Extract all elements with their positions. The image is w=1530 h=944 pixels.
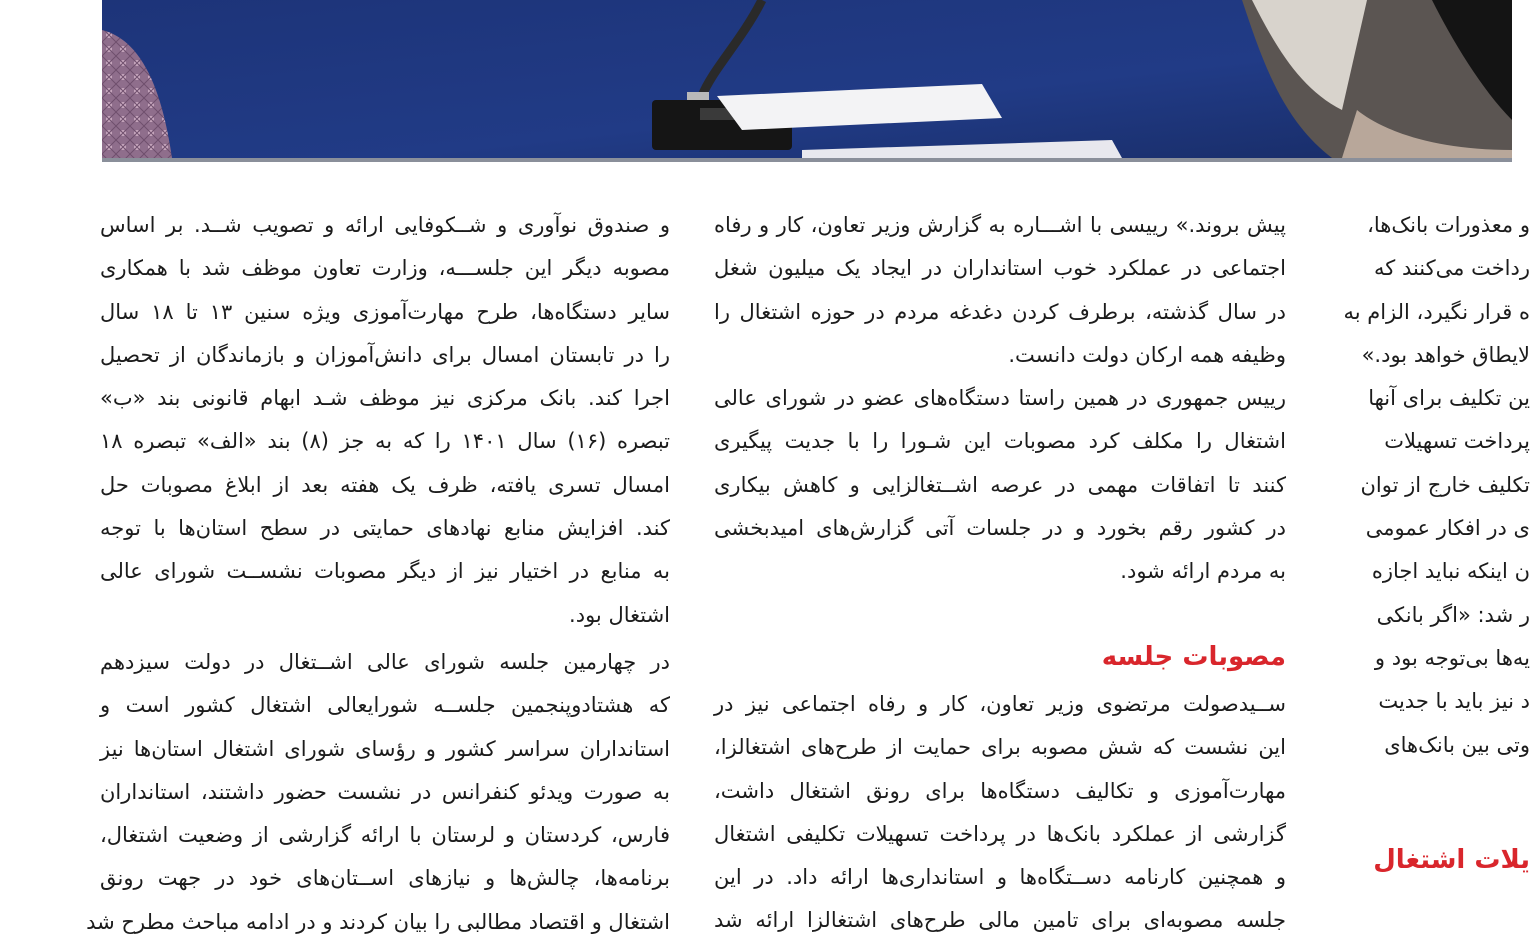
text-line: ین تکلیف برای آنها (1368, 386, 1530, 411)
text-line: را در تابستان امسال برای دانش‌آموزان و بازماندگان از تحصیل (100, 342, 670, 367)
paragraph (714, 204, 1286, 377)
text-line: و معذورات بانک‌ها، (1367, 213, 1530, 237)
text-line: در سال گذشته، برطرف کردن دغدغه مردم در حوزه اشتغال را (714, 299, 1286, 324)
text-line: وظیفه همه ارکان دولت دانست. (1008, 342, 1286, 367)
text-line: اجتماعی در عملکرد خوب استانداران در ایجاد یک میلیون شغل (714, 256, 1286, 281)
text-line: به مردم ارائه شود. (1120, 559, 1286, 584)
text-line: پیش بروند.» رییسی با اشـــاره به گزارش وزیر تعاون، کار و رفاه (714, 213, 1286, 237)
text-line: جلسه مصوبه‌ای برای تامین مالی طرح‌های اشتغالزا ارائه شد (714, 908, 1286, 933)
text-line: تکلیف خارج از توان (1360, 472, 1530, 497)
text-line: که هشتادوپنجمین جلســه شورایعالی اشتغال کشور است و (100, 693, 670, 718)
text-line: کنند تا اتفاقات مهمی در عرصه اشــتغالزایی و کاهش بیکاری (714, 472, 1286, 497)
text-line: به صورت ویدئو کنفرانس در نشست حضور داشتند، استانداران (100, 779, 670, 804)
text-line: در چهارمین جلسه شورای عالی اشــتغال در دولت سیزدهم (100, 649, 670, 674)
section-heading-employment-loans: یلات اشتغال (1373, 844, 1530, 875)
text-line: رداخت می‌کنند که (1374, 256, 1530, 281)
text-line: و صندوق نوآوری و شــکوفایی ارائه و تصویب شــد. بر اساس (100, 213, 670, 237)
text-line: رییس جمهوری در همین راستا دستگاه‌های عضو در شورای عالی (714, 386, 1286, 411)
text-line: مصوبه دیگر این جلســـه، وزارت تعاون موظف شد با همکاری (100, 256, 670, 281)
section-heading-resolutions: مصوبات جلسه (1101, 641, 1286, 672)
text-line: و همچنین کارنامه دســتگاه‌ها و استانداری‌ها ارائه داد. در این (714, 865, 1286, 890)
text-line: گزارشی از عملکرد بانک‌ها در پرداخت تسهیلات تکلیفی اشتغال (714, 821, 1286, 846)
text-line: یه‌ها بی‌توجه بود و (1374, 645, 1530, 670)
text-line: لایطاق خواهد بود.» (1361, 342, 1530, 367)
paragraph (86, 641, 670, 944)
meeting-photo-illustration (102, 0, 1512, 158)
text-line: این نشست که شش مصوبه برای حمایت از طرح‌های اشتغالزا، (714, 735, 1286, 760)
text-line: استانداران سراسر کشور و رؤسای شورای اشتغال استان‌ها نیز (100, 736, 670, 761)
text-line: فارس، کردستان و لرستان با ارائه گزارشی از وضعیت اشتغال، (100, 823, 670, 848)
text-line: مهارت‌آموزی و تکالیف دستگاه‌ها برای رونق اشتغال داشت، (714, 778, 1286, 803)
text-line: اشتغال را مکلف کرد مصوبات این شـورا را با جدیت پیگیری (714, 429, 1286, 454)
article-photo (102, 0, 1512, 162)
right-column (1330, 204, 1530, 918)
text-line: ی در افکار عمومی (1365, 516, 1530, 541)
text-line: پرداخت تسهیلات (1384, 429, 1530, 454)
text-line: کند. افزایش منابع نهادهای حمایتی در سطح استان‌ها با توجه (100, 516, 670, 541)
text-line: ســیدصولت مرتضوی وزیر تعاون، کار و رفاه اجتماعی نیز در (714, 691, 1286, 716)
text-line: در کشور رقم بخورد و در جلسات آتی گزارش‌های امیدبخشی (714, 516, 1286, 541)
text-line: اشتغال بود. (569, 602, 670, 627)
text-line: امسال تسری یافته، ظرف یک هفته بعد از ابلاغ مصوبات حل (100, 472, 670, 497)
text-line: اجرا کند. بانک مرکزی نیز موظف شـد ابهام قانونی بند «ب» (100, 386, 670, 411)
text-line: ن اینکه نباید اجازه (1371, 559, 1530, 584)
text-line: ه قرار نگیرد، الزام به (1343, 299, 1530, 324)
paragraph (714, 683, 1286, 943)
text-line: ر شد: «اگر بانکی (1376, 602, 1530, 627)
text-line: وتی بین بانک‌های (1384, 732, 1530, 757)
text-line: اشتغال و اقتصاد مطالبی را بیان کردند و در ادامه مباحث مطرح شد (86, 909, 670, 934)
text-line: د نیز باید با جدیت (1378, 689, 1530, 714)
middle-column (714, 204, 1286, 933)
text-line: برنامه‌ها، چالش‌ها و نیازهای اســتان‌های خود در جهت رونق (100, 866, 670, 891)
paragraph (100, 204, 670, 637)
text-line: سایر دستگاه‌ها، طرح مهارت‌آموزی ویژه سنین ۱۳ تا ۱۸ سال (100, 299, 670, 324)
text-line: تبصره (۱۶) سال ۱۴۰۱ را که به جز (۸) بند «الف» تبصره ۱۸ (100, 429, 671, 454)
paragraph (714, 377, 1286, 593)
left-column (86, 204, 671, 934)
text-line: به منابع در اختیار نیز از دیگر مصوبات نشســت شورای عالی (100, 559, 670, 584)
